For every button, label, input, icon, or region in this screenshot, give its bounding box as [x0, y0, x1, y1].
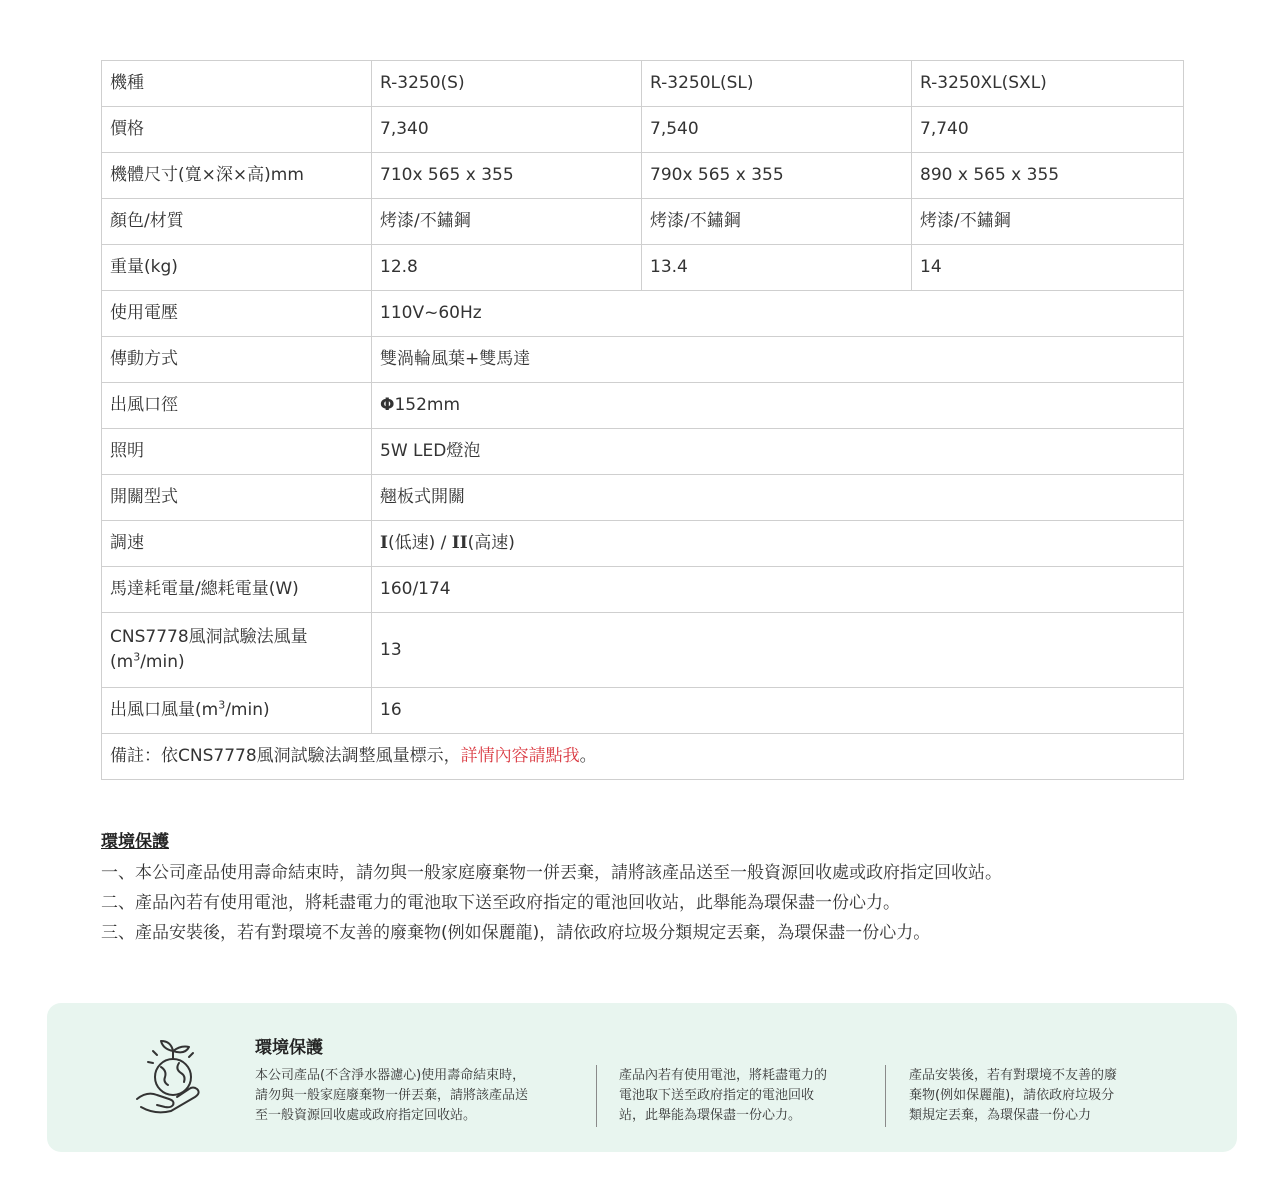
- cell-value: R-3250L(SL): [642, 61, 912, 107]
- cns-label-line1: CNS7778風洞試驗法風量: [110, 627, 308, 648]
- table-row: [102, 613, 1184, 688]
- high-speed-symbol: II: [451, 533, 468, 554]
- cell-value: 790x 565 x 355: [642, 153, 912, 199]
- table-row: [102, 337, 1184, 383]
- table-row: [102, 567, 1184, 613]
- banner-line: 請勿與一般家庭廢棄物一併丟棄，請將該產品送: [255, 1088, 529, 1103]
- cell-value: 710x 565 x 355: [372, 153, 642, 199]
- environment-title: 環境保護: [101, 832, 169, 852]
- cell-value: 7,340: [372, 107, 642, 153]
- cell-value: R-3250(S): [372, 61, 642, 107]
- details-link[interactable]: 詳情內容請點我: [460, 746, 580, 767]
- note-text: 備註：依CNS7778風洞試驗法調整風量標示，: [110, 746, 461, 767]
- table-row: [102, 199, 1184, 245]
- environment-section: [101, 830, 1201, 948]
- banner-line: 棄物(例如保麗龍)，請依政府垃圾分: [909, 1088, 1115, 1103]
- banner-line: 本公司產品(不含淨水器濾心)使用壽命結束時，: [255, 1068, 526, 1083]
- cns-label-unit-post: /min): [140, 652, 185, 672]
- row-label: 開關型式: [102, 475, 372, 521]
- cell-value: 7,540: [642, 107, 912, 153]
- column-divider: [596, 1065, 597, 1127]
- banner-line: 電池取下送至政府指定的電池回收: [619, 1088, 815, 1103]
- cell-value: 16: [372, 688, 1184, 734]
- cell-value: 13: [372, 613, 1184, 688]
- cell-value: 翹板式開關: [372, 475, 1184, 521]
- cell-value: 雙渦輪風葉+雙馬達: [372, 337, 1184, 383]
- environment-banner: [47, 1003, 1237, 1152]
- banner-line: 類規定丟棄，為環保盡一份心力: [909, 1108, 1092, 1123]
- table-row: [102, 475, 1184, 521]
- row-label: 照明: [102, 429, 372, 475]
- cell-value: 13.4: [642, 245, 912, 291]
- row-label: [102, 613, 372, 688]
- row-label: 重量(kg): [102, 245, 372, 291]
- cell-value: 890 x 565 x 355: [912, 153, 1184, 199]
- table-row: [102, 107, 1184, 153]
- cell-value: 14: [912, 245, 1184, 291]
- environment-line: 一、本公司產品使用壽命結束時，請勿與一般家庭廢棄物一併丟棄，請將該產品送至一般資源回收處或政府指定回收站。: [101, 863, 1002, 883]
- column-divider: [885, 1065, 886, 1127]
- cell-value: R-3250XL(SXL): [912, 61, 1184, 107]
- banner-line: 產品安裝後，若有對環境不友善的廢: [909, 1068, 1118, 1083]
- row-label: 顏色/材質: [102, 199, 372, 245]
- cell-value: 160/174: [372, 567, 1184, 613]
- row-label: 機體尺寸(寬×深×高)mm: [102, 153, 372, 199]
- low-speed-text: (低速) /: [387, 533, 452, 554]
- row-label: 機種: [102, 61, 372, 107]
- cns-label-sup: 3: [133, 650, 141, 664]
- banner-column: [619, 1066, 827, 1126]
- airflow-label-pre: 出風口風量(m: [110, 700, 219, 721]
- row-label: 價格: [102, 107, 372, 153]
- diameter-symbol: Φ: [380, 395, 395, 416]
- table-row: [102, 61, 1184, 107]
- row-label: 調速: [102, 521, 372, 567]
- cell-value: [372, 521, 1184, 567]
- note-suffix: 。: [579, 746, 597, 767]
- cell-value: 烤漆/不鏽鋼: [642, 199, 912, 245]
- banner-column: [909, 1066, 1117, 1126]
- table-row: [102, 291, 1184, 337]
- banner-line: 至一般資源回收處或政府指定回收站。: [255, 1108, 477, 1123]
- table-row: [102, 521, 1184, 567]
- spec-table: [101, 60, 1184, 780]
- table-row: [102, 734, 1184, 780]
- row-label: 出風口徑: [102, 383, 372, 429]
- diameter-value: 152mm: [394, 395, 461, 416]
- table-row: [102, 383, 1184, 429]
- table-row: [102, 688, 1184, 734]
- row-label: 使用電壓: [102, 291, 372, 337]
- banner-column: [255, 1066, 528, 1126]
- row-label: 馬達耗電量/總耗電量(W): [102, 567, 372, 613]
- table-row: [102, 245, 1184, 291]
- row-label: [102, 688, 372, 734]
- airflow-label-post: /min): [225, 700, 270, 721]
- table-row: [102, 429, 1184, 475]
- low-speed-symbol: I: [380, 533, 388, 554]
- airflow-label-sup: 3: [218, 698, 226, 712]
- table-row: [102, 153, 1184, 199]
- note-cell: [102, 734, 1184, 780]
- banner-line: 產品內若有使用電池，將耗盡電力的: [619, 1068, 828, 1083]
- hand-globe-sprout-icon: [127, 1033, 217, 1123]
- cell-value: 5W LED燈泡: [372, 429, 1184, 475]
- cns-label-unit-pre: (m: [110, 652, 134, 672]
- row-label: 傳動方式: [102, 337, 372, 383]
- environment-line: 三、產品安裝後，若有對環境不友善的廢棄物(例如保麗龍)，請依政府垃圾分類規定丟棄，為環保盡一份心力。: [101, 923, 931, 943]
- cell-value: 烤漆/不鏽鋼: [372, 199, 642, 245]
- environment-line: 二、產品內若有使用電池，將耗盡電力的電池取下送至政府指定的電池回收站，此舉能為環保盡一份心力。: [101, 893, 900, 913]
- cell-value: 7,740: [912, 107, 1184, 153]
- cell-value: [372, 383, 1184, 429]
- high-speed-text: (高速): [467, 533, 515, 554]
- banner-title: 環境保護: [255, 1038, 323, 1058]
- cell-value: 烤漆/不鏽鋼: [912, 199, 1184, 245]
- cell-value: 12.8: [372, 245, 642, 291]
- cell-value: 110V~60Hz: [372, 291, 1184, 337]
- banner-line: 站，此舉能為環保盡一份心力。: [619, 1108, 802, 1123]
